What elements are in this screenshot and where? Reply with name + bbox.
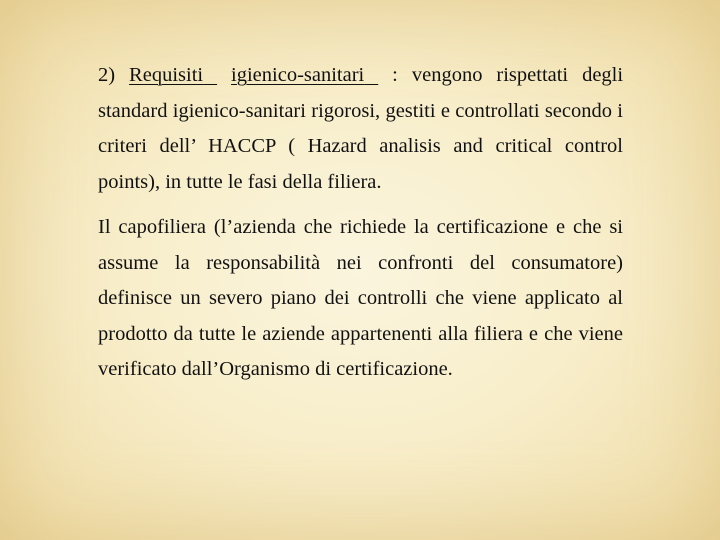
paragraph-capofiliera	[98, 210, 623, 388]
paragraph-1-body: vengono rispettati degli standard igienico-sanitari rigorosi, gestiti e controllati secondo i criteri dell’ HACCP ( Hazard analisis and critical control points), in tutte le fasi della filiera.	[98, 64, 624, 193]
slide-content	[98, 58, 623, 388]
underline-gap	[364, 64, 378, 86]
underline-gap	[203, 64, 217, 86]
term-igienico-sanitari: igienico-sanitari	[231, 64, 365, 86]
paragraph-requisiti	[98, 58, 623, 200]
colon: :	[392, 64, 398, 86]
term-requisiti: Requisiti	[129, 64, 204, 86]
paragraph-2-body: Il capofiliera (l’azienda che richiede la certificazione e che si assume la responsabilità nei confronti del consumatore) definisce un severo piano dei controlli che viene applicato al prodotto da tutte le aziende appartenenti alla filiera e che viene verificato dall’Organismo di certificazione.	[98, 216, 623, 380]
item-number: 2)	[98, 64, 116, 86]
